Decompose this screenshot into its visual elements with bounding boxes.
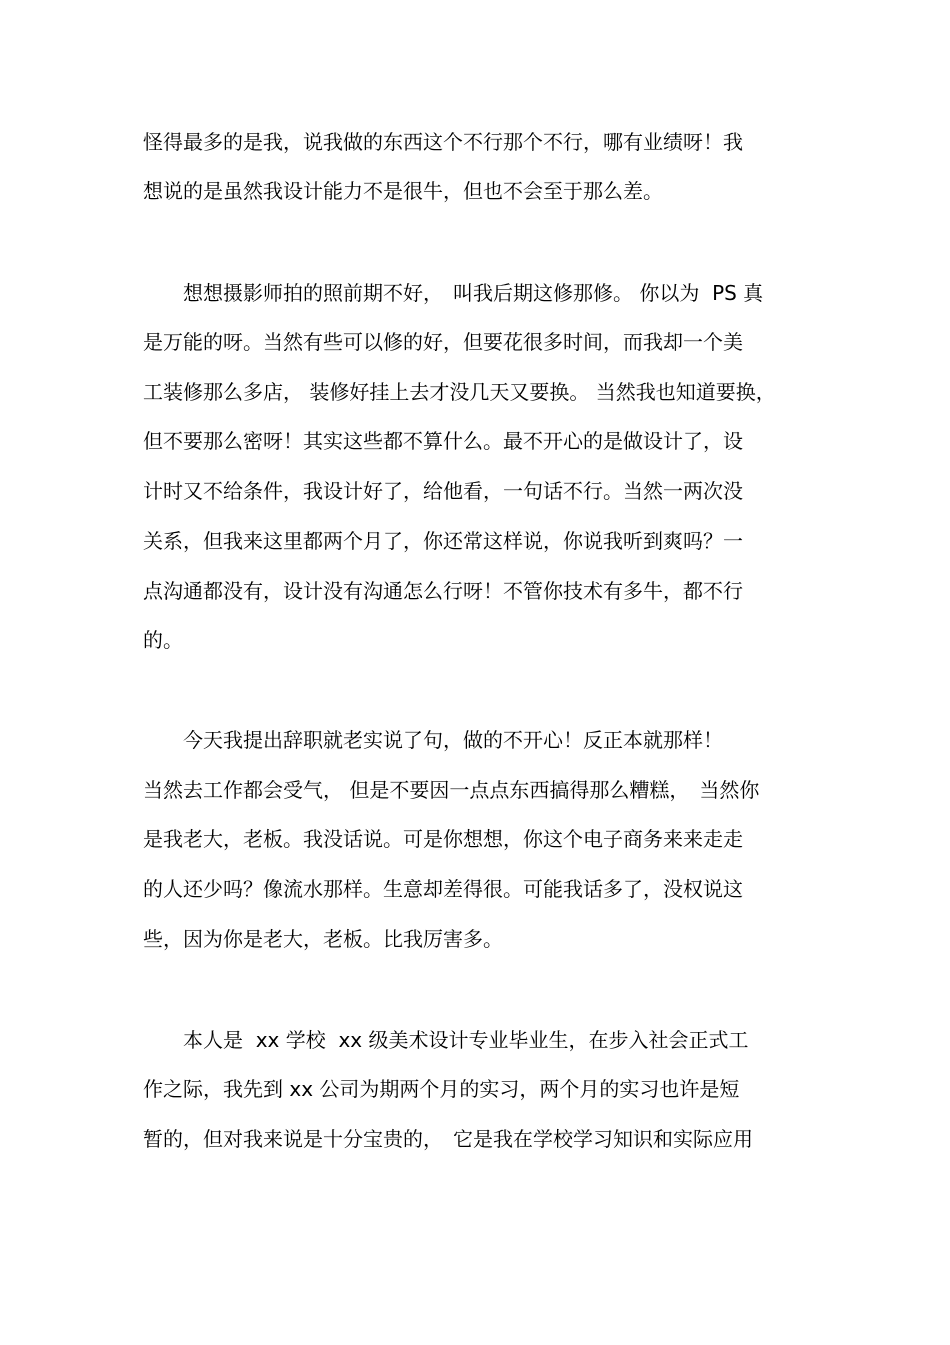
text-line: 但不要那么密呀！其实这些都不算什么。最不开心的是做设计了，设 (143, 429, 743, 453)
text-line: 关系，但我来这里都两个月了，你还常这样说，你说我听到爽吗？一 (143, 529, 743, 553)
text-line: 的人还少吗？像流水那样。生意却差得很。可能我话多了，没权说这 (143, 877, 743, 901)
text-line: 点沟通都没有，设计没有沟通怎么行呀！不管你技术有多牛，都不行 (143, 579, 743, 603)
text-line: 计时又不给条件，我设计好了，给他看，一句话不行。当然一两次没 (143, 479, 743, 503)
text-line: 是我老大，老板。我没话说。可是你想想，你这个电子商务来来走走 (143, 827, 743, 851)
text-line: 怪得最多的是我，说我做的东西这个不行那个不行，哪有业绩呀！我 (143, 130, 743, 154)
text-line: 想说的是虽然我设计能力不是很牛，但也不会至于那么差。 (143, 179, 663, 203)
text-line: 当然去工作都会受气， 但是不要因一点点东西搞得那么糟糕， 当然你 (143, 778, 760, 802)
text-line: 的。 (143, 628, 183, 652)
text-line: 今天我提出辞职就老实说了句，做的不开心！反正本就那样！ (143, 728, 723, 752)
text-line: 暂的，但对我来说是十分宝贵的， 它是我在学校学习知识和实际应用 (143, 1127, 753, 1151)
text-line: 些，因为你是老大，老板。比我厉害多。 (143, 927, 503, 951)
text-line: 本人是 xx 学校 xx 级美术设计专业毕业生，在步入社会正式工 (143, 1028, 749, 1052)
text-line: 想想摄影师拍的照前期不好， 叫我后期这修那修。 你以为 PS 真 (143, 281, 764, 305)
text-line: 工装修那么多店， 装修好挂上去才没几天又要换。 当然我也知道要换， (143, 380, 776, 404)
text-line: 作之际，我先到 xx 公司为期两个月的实习，两个月的实习也许是短 (143, 1077, 740, 1101)
text-line: 是万能的呀。当然有些可以修的好，但要花很多时间，而我却一个美 (143, 330, 743, 354)
